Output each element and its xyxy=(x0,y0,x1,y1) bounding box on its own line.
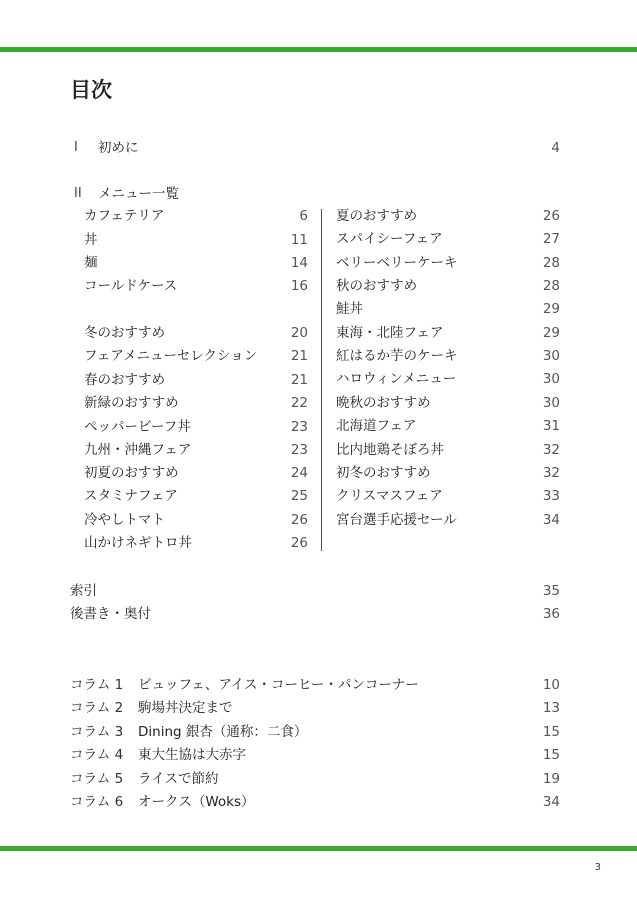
toc-entry-label[interactable]: 初夏のおすすめ xyxy=(84,465,179,481)
toc-entry-page: 30 xyxy=(542,394,560,411)
column-number: コラム 2 xyxy=(70,700,124,717)
column-entry-label[interactable]: ビュッフェ、アイス・コーヒー・パンコーナー xyxy=(138,677,419,693)
column-entry-page: 10 xyxy=(542,677,560,693)
toc-entry-page: 26 xyxy=(290,512,308,528)
afterword-page: 36 xyxy=(542,606,560,622)
toc-entry-label[interactable]: 夏のおすすめ xyxy=(336,208,418,224)
toc-entry-label[interactable]: ペッパービーフ丼 xyxy=(84,419,191,435)
toc-entry-page: 28 xyxy=(542,254,560,271)
toc-entry-label[interactable]: コールドケース xyxy=(84,278,178,294)
toc-entry-page: 30 xyxy=(542,348,560,365)
page-title: 目次 xyxy=(70,78,112,102)
toc-entry-label[interactable]: 紅はるか芋のケーキ xyxy=(336,348,458,365)
column-entry-label[interactable]: 東大生協は大赤字 xyxy=(138,747,246,764)
column-number: コラム 6 xyxy=(70,794,124,810)
toc-entry-page: 24 xyxy=(290,465,308,481)
column-entry-page: 15 xyxy=(542,747,560,764)
toc-entry-label[interactable]: 鮭丼 xyxy=(336,301,363,318)
column-entry-label[interactable]: オークス（Woks） xyxy=(138,794,255,810)
toc-entry-label[interactable]: 山かけネギトロ丼 xyxy=(84,535,192,551)
toc-entry-page: 25 xyxy=(290,488,308,504)
top-accent-bar xyxy=(0,47,637,52)
toc-entry-label[interactable]: 九州・沖縄フェア xyxy=(84,442,192,458)
column-entry-page: 13 xyxy=(542,700,560,717)
column-number: コラム 3 xyxy=(70,723,124,740)
column-entry-page: 15 xyxy=(542,723,560,740)
column-number: コラム 4 xyxy=(70,747,124,764)
column-entry-label[interactable]: ライスで節約 xyxy=(138,770,219,787)
section1-page: 4 xyxy=(551,140,560,156)
toc-entry-label[interactable]: ハロウィンメニュー xyxy=(336,371,457,388)
toc-entry-page: 32 xyxy=(542,464,560,481)
toc-entry-label[interactable]: 初冬のおすすめ xyxy=(336,464,431,481)
toc-entry-label[interactable]: 麺 xyxy=(84,255,98,271)
toc-entry-label[interactable]: 東海・北陸フェア xyxy=(336,324,444,341)
toc-entry-label[interactable]: 比内地鶏そぼろ丼 xyxy=(336,441,444,458)
column-entry-label[interactable]: 駒場丼決定まで xyxy=(138,700,233,717)
toc-entry-page: 33 xyxy=(542,488,560,505)
section2-label[interactable]: メニュー一覧 xyxy=(98,186,179,202)
toc-entry-page: 23 xyxy=(290,442,308,458)
toc-entry-page: 26 xyxy=(290,535,308,551)
toc-entry-page: 29 xyxy=(542,301,560,318)
toc-entry-label[interactable]: 北海道フェア xyxy=(336,418,417,435)
toc-entry-label[interactable]: 秋のおすすめ xyxy=(336,278,418,295)
toc-entry-label[interactable]: クリスマスフェア xyxy=(336,488,443,505)
toc-entry-page: 29 xyxy=(542,324,560,341)
toc-entry-page: 20 xyxy=(290,325,308,341)
toc-entry-page: 31 xyxy=(542,418,560,435)
toc-entry-page: 21 xyxy=(290,348,308,364)
toc-entry-label[interactable]: スタミナフェア xyxy=(84,488,178,504)
toc-entry-page: 34 xyxy=(542,511,560,528)
toc-entry-label[interactable]: カフェテリア xyxy=(84,208,165,224)
toc-entry-page: 32 xyxy=(542,441,560,458)
toc-entry-page: 16 xyxy=(290,278,308,294)
toc-entry-page: 22 xyxy=(290,395,308,411)
index-label[interactable]: 索引 xyxy=(70,583,97,599)
column-divider xyxy=(321,209,322,551)
column-number: コラム 1 xyxy=(70,677,124,693)
toc-entry-page: 11 xyxy=(290,232,308,248)
toc-entry-page: 30 xyxy=(542,371,560,388)
section1-label[interactable]: 初めに xyxy=(98,140,139,156)
toc-entry-page: 21 xyxy=(290,372,308,388)
toc-entry-label[interactable]: ベリーベリーケーキ xyxy=(336,254,458,271)
column-entry-page: 19 xyxy=(542,770,560,787)
toc-entry-label[interactable]: 丼 xyxy=(84,232,98,248)
section1-roman: I xyxy=(74,140,78,155)
toc-entry-page: 14 xyxy=(290,255,308,271)
toc-entry-page: 27 xyxy=(542,231,560,248)
toc-entry-label[interactable]: 冷やしトマト xyxy=(84,512,165,528)
index-page: 35 xyxy=(542,583,560,599)
section2-roman: II xyxy=(74,186,82,201)
toc-entry-label[interactable]: 新緑のおすすめ xyxy=(84,395,179,411)
toc-entry-page: 28 xyxy=(542,278,560,295)
toc-entry-label[interactable]: フェアメニューセレクション xyxy=(84,348,258,364)
toc-entry-page: 23 xyxy=(290,419,308,435)
toc-entry-label[interactable]: 春のおすすめ xyxy=(84,372,166,388)
afterword-label[interactable]: 後書き・奥付 xyxy=(70,606,151,622)
toc-entry-page: 6 xyxy=(299,208,308,224)
page-number: 3 xyxy=(594,862,601,873)
toc-entry-label[interactable]: 晩秋のおすすめ xyxy=(336,394,431,411)
toc-entry-label[interactable]: 宮台選手応援セール xyxy=(336,511,457,528)
toc-entry-label[interactable]: 冬のおすすめ xyxy=(84,325,166,341)
toc-entry-page: 26 xyxy=(542,208,560,224)
toc-entry-label[interactable]: スパイシーフェア xyxy=(336,231,443,248)
column-number: コラム 5 xyxy=(70,770,124,787)
column-entry-page: 34 xyxy=(542,794,560,810)
bottom-accent-bar xyxy=(0,846,637,851)
column-entry-label[interactable]: Dining 銀杏（通称：二食） xyxy=(138,723,308,740)
